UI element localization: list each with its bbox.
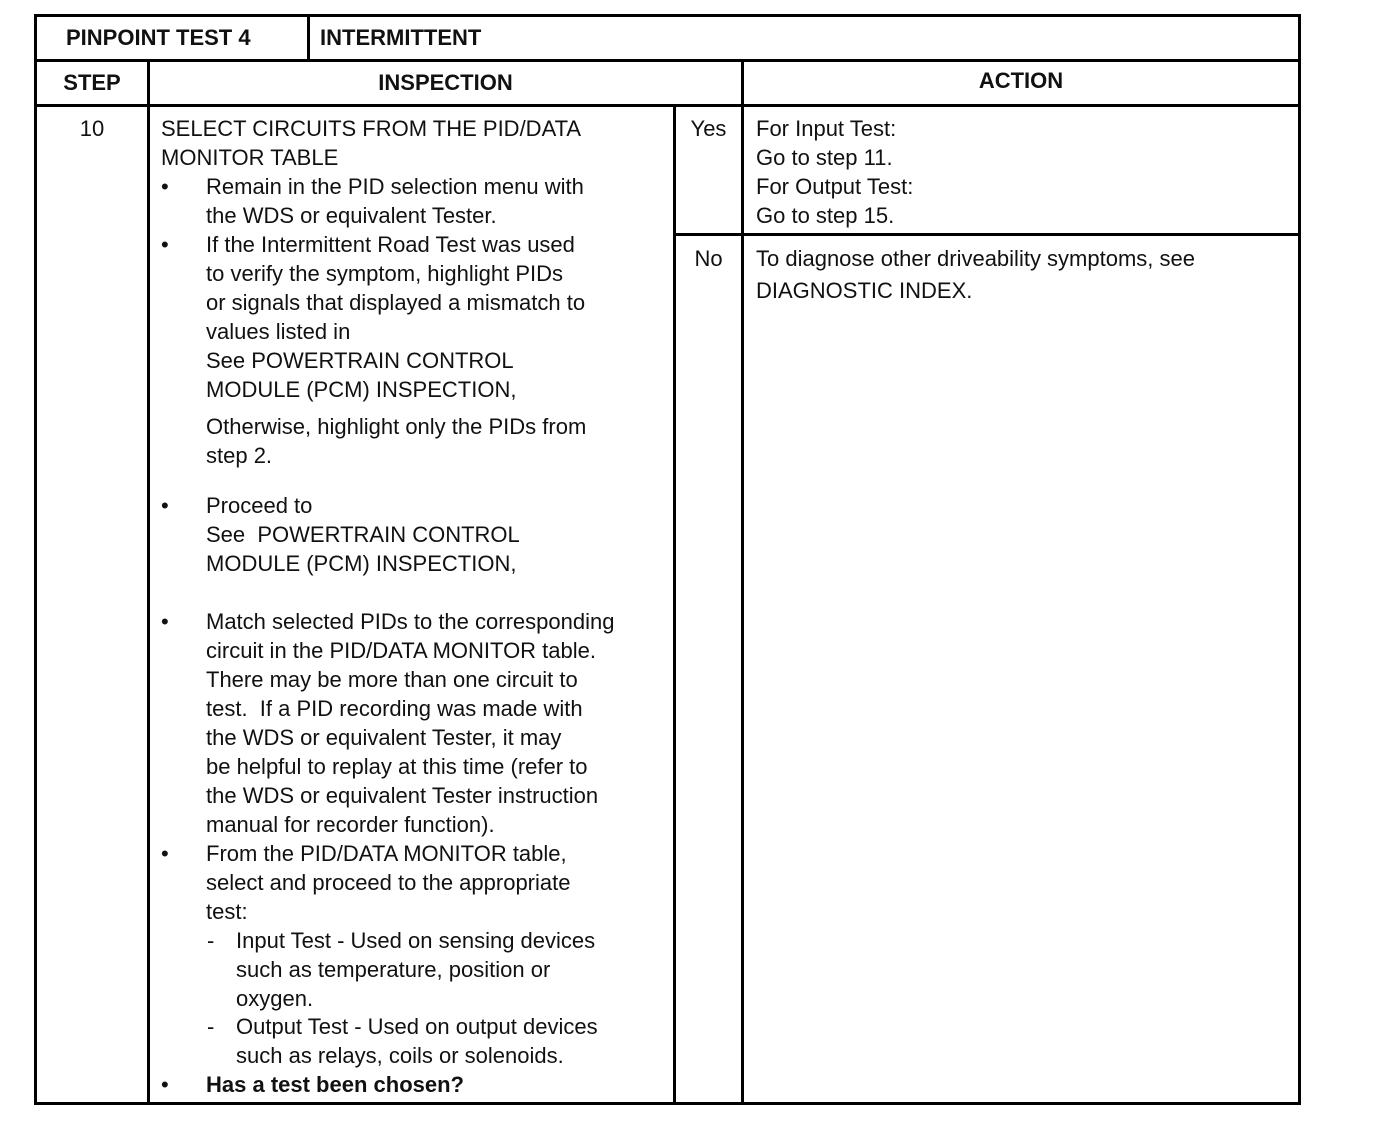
test-label: PINPOINT TEST 4 xyxy=(66,25,251,50)
dash-icon: - xyxy=(207,928,215,953)
bullet-icon: • xyxy=(161,174,169,199)
bullet-icon: • xyxy=(161,232,169,257)
bullet-2-text: If the Intermittent Road Test was used to verify the symptom, highlight PIDs or signals that displayed a mismatch to values listed in See POWERTRAIN CONTROL MODULE (PCM) INSPECTION, xyxy=(206,232,586,402)
table-top-border xyxy=(34,14,1301,17)
bullet-1-text: Remain in the PID selection menu with the WDS or equivalent Tester. xyxy=(206,174,584,228)
bullet-4-text: Match selected PIDs to the corresponding circuit in the PID/DATA MONITOR table. There may be more than one circuit to test. If a PID recording was made with the WDS or equivalent Tester, it may be helpful to replay at this time (refer to the WDS or equivalent Tester instruction manual for recorder function). xyxy=(206,609,615,837)
bullet-3-text: Proceed to See POWERTRAIN CONTROL MODULE (PCM) INSPECTION, xyxy=(206,493,520,576)
columns-divider xyxy=(34,104,1301,107)
bullet-icon: • xyxy=(161,609,169,634)
action-column-divider xyxy=(741,59,744,1105)
table-bottom-border xyxy=(34,1102,1301,1105)
step-column-divider xyxy=(147,59,150,1105)
table-left-border xyxy=(34,14,37,1105)
bullet-5-text: From the PID/DATA MONITOR table, select and proceed to the appropriate test: xyxy=(206,841,571,924)
inspection-title-line: MONITOR TABLE xyxy=(161,145,339,170)
header-divider xyxy=(34,59,1301,62)
bullet-icon: • xyxy=(161,493,169,518)
bullet-icon: • xyxy=(161,841,169,866)
no-label: No xyxy=(694,246,723,271)
sub-item-input-test: Input Test - Used on sensing devices such as temperature, position or oxygen. xyxy=(236,928,596,1011)
header-label-divider xyxy=(307,14,310,62)
dash-icon: - xyxy=(207,1014,215,1039)
yes-label: Yes xyxy=(690,116,727,141)
inspection-title-line: SELECT CIRCUITS FROM THE PID/DATA xyxy=(161,116,582,141)
step-number: 10 xyxy=(79,116,105,141)
step-column-header: STEP xyxy=(63,70,121,95)
sub-item-output-test: Output Test - Used on output devices such as relays, coils or solenoids. xyxy=(236,1014,598,1068)
test-name: INTERMITTENT xyxy=(320,25,482,50)
action-column-header: ACTION xyxy=(978,68,1064,93)
bullet-icon: • xyxy=(161,1072,169,1097)
no-action: To diagnose other driveability symptoms, see DIAGNOSTIC INDEX. xyxy=(756,246,1195,303)
question-text: Has a test been chosen? xyxy=(206,1072,464,1097)
table-right-border xyxy=(1298,14,1301,1105)
bullet-2-continuation: Otherwise, highlight only the PIDs from step 2. xyxy=(206,414,587,468)
yes-action: For Input Test: Go to step 11. For Output Test: Go to step 15. xyxy=(756,116,914,228)
yes-no-divider xyxy=(673,233,1301,236)
inspection-column-header: INSPECTION xyxy=(378,70,513,95)
